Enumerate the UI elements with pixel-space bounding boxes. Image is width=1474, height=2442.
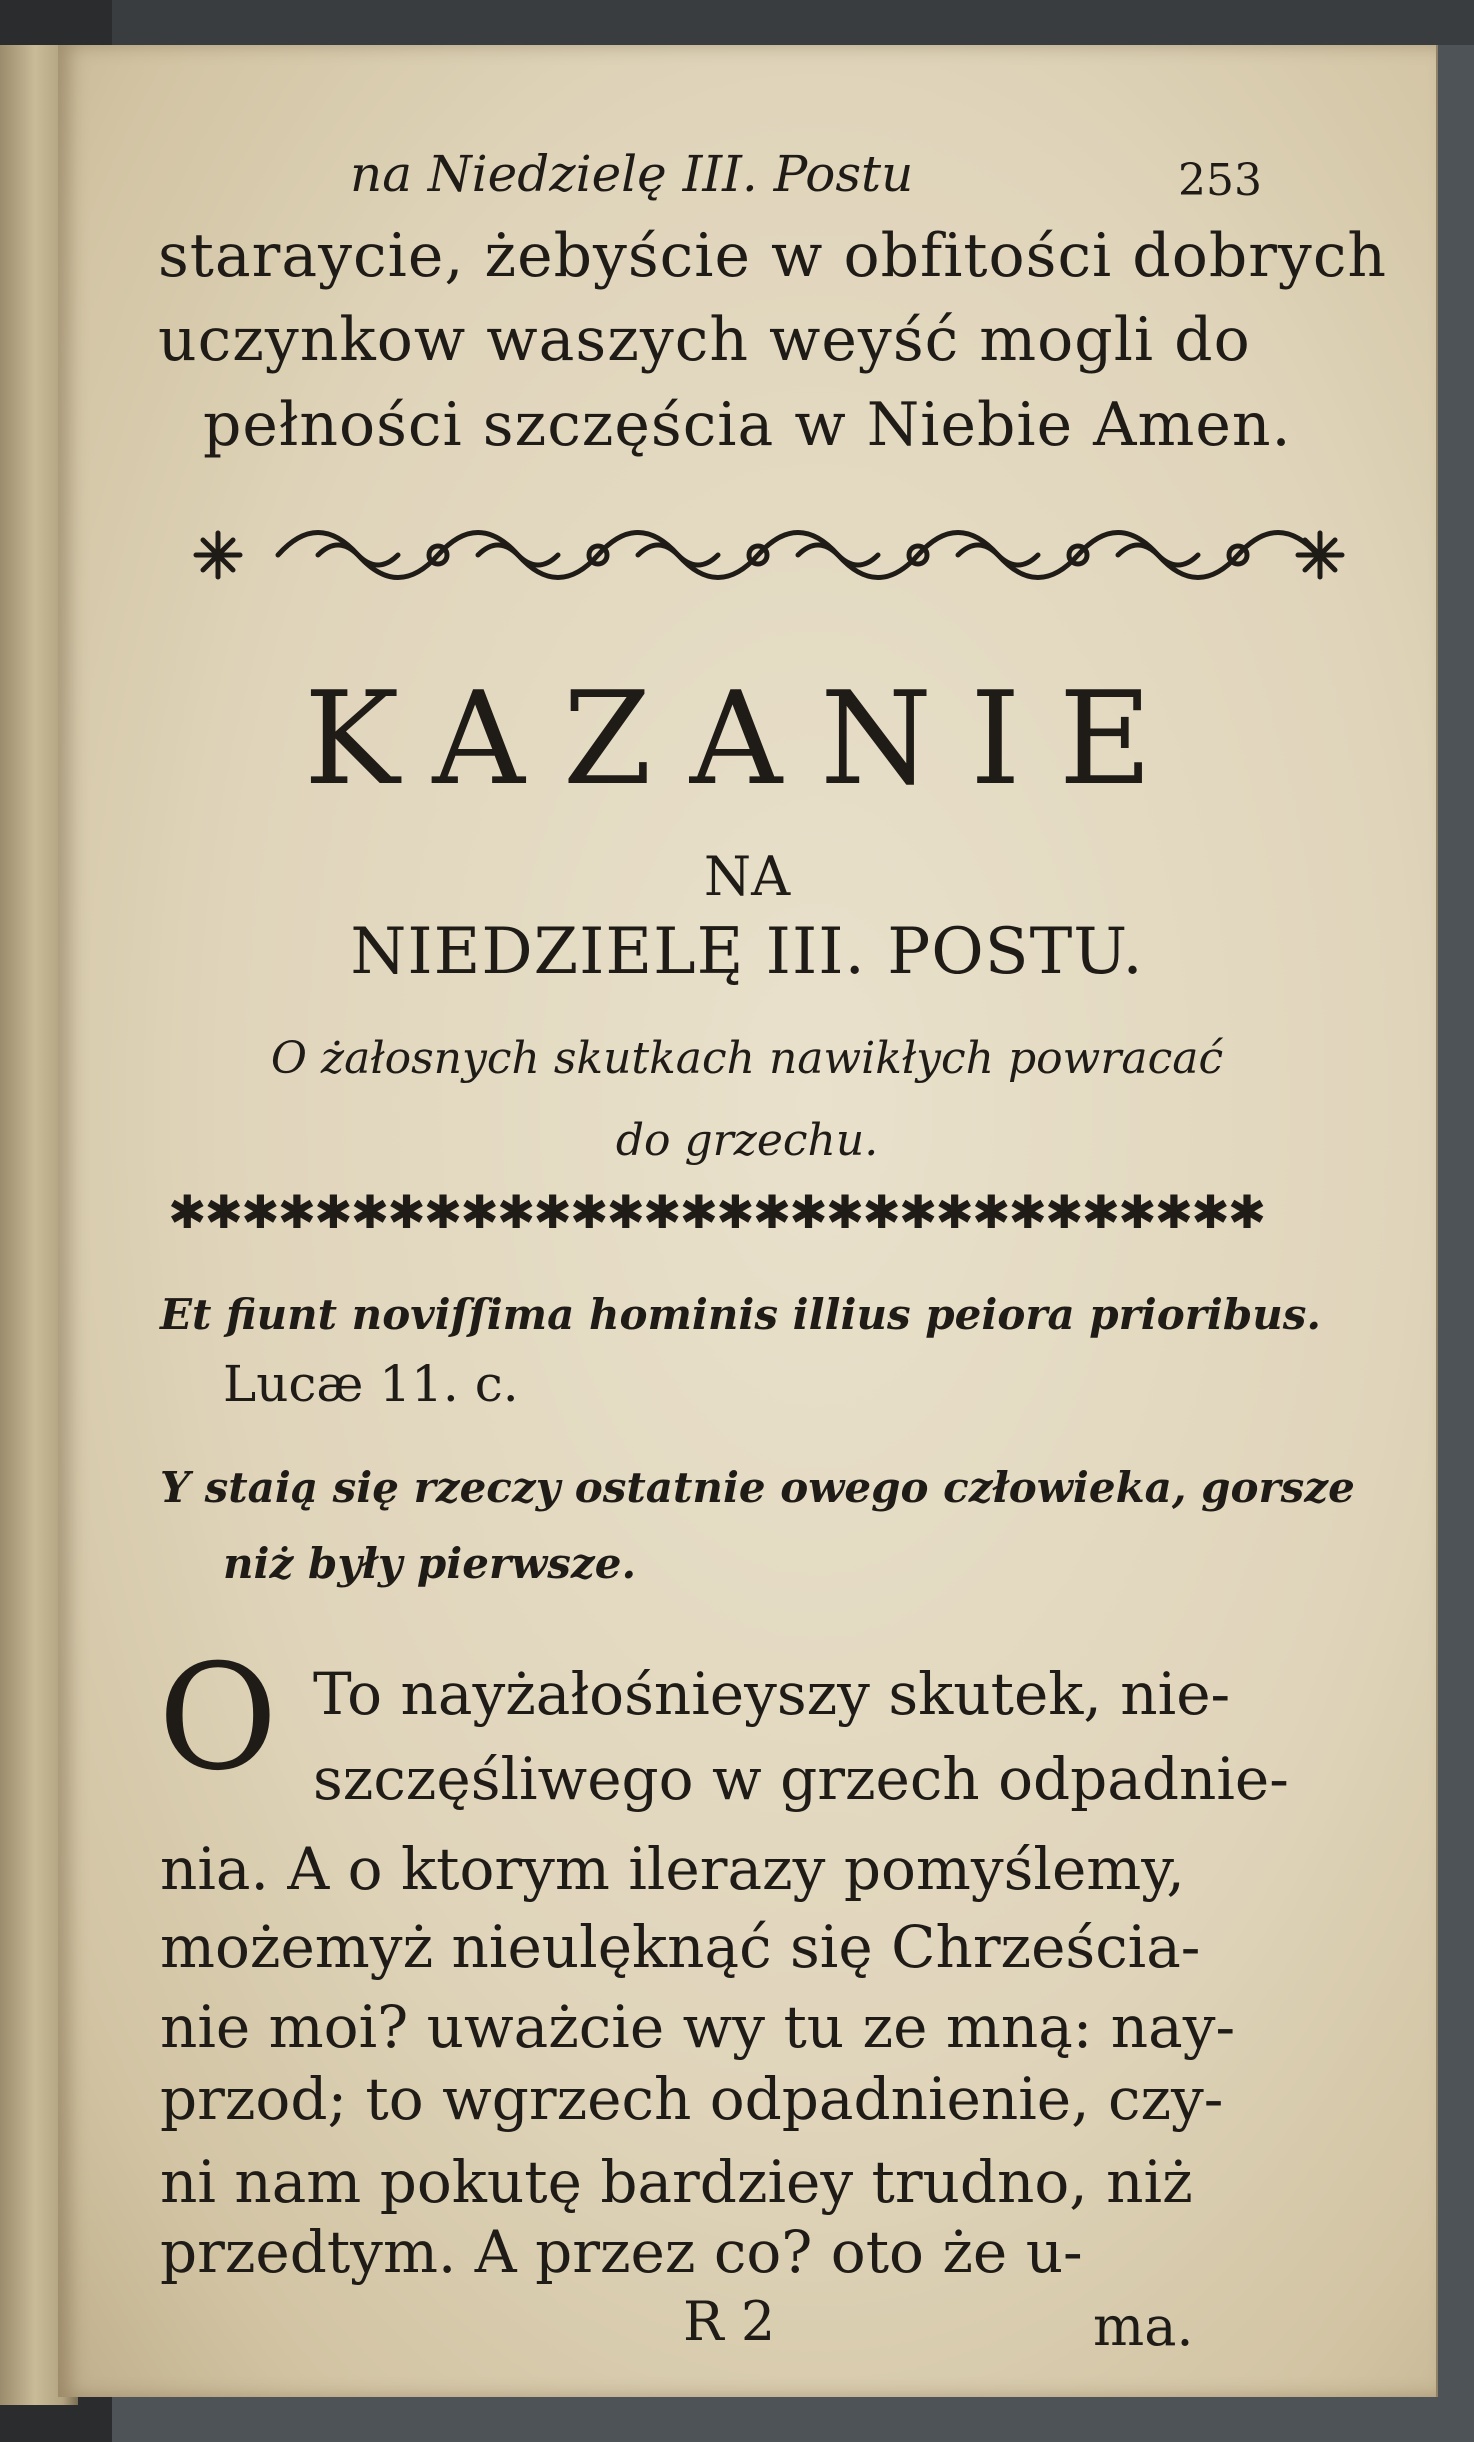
page-number: 253 — [1178, 155, 1262, 206]
scan-top-border — [0, 0, 1474, 45]
epigraph-latin-line-1: Et fiunt noviſſima hominis illius peiora prioribus. — [160, 1290, 1322, 1339]
body-line-7: ni nam pokutę bardziey trudno, niż — [160, 2148, 1193, 2216]
drop-capital: O — [158, 1633, 278, 1803]
body-line-8: przedtym. A przez co? oto że u- — [160, 2218, 1083, 2286]
body-line-5: nie moi? uważcie wy tu ze mną: nay- — [160, 1993, 1236, 2061]
decorative-ornament-band — [178, 500, 1358, 610]
body-line-1: To nayżałośnieyszy skutek, nie- — [313, 1660, 1231, 1728]
body-line-3: nia. A o ktorym ilerazy pomyślemy, — [160, 1835, 1185, 1903]
body-line-6: przod; to wgrzech odpadnienie, czy- — [160, 2065, 1224, 2133]
body-line-4: możemyż nieulęknąć się Chrześcia- — [160, 1913, 1201, 1981]
body-line-2: szczęśliwego w grzech odpadnie- — [313, 1745, 1289, 1813]
sermon-theme-line-2: do grzechu. — [615, 1115, 879, 1166]
asterisk-divider: ✱✱✱✱✱✱✱✱✱✱✱✱✱✱✱✱✱✱✱✱✱✱✱✱✱✱✱✱✱✱ — [168, 1185, 1265, 1239]
catchword: ma. — [1093, 2295, 1194, 2358]
epigraph-polish-line-1: Y staią się rzeczy ostatnie owego człowieka, gorsze — [160, 1463, 1355, 1512]
sermon-na: NA — [703, 845, 791, 908]
signature-mark: R 2 — [683, 2290, 776, 2353]
book-page — [58, 45, 1438, 2397]
preceding-line-3: pełności szczęścia w Niebie Amen. — [203, 390, 1292, 460]
sermon-title: KAZANIE — [303, 665, 1191, 814]
running-title: na Niedzielę III. Postu — [350, 145, 914, 203]
sermon-theme-line-1: O żałosnych skutkach nawikłych powracać — [270, 1033, 1224, 1084]
preceding-line-1: staraycie, żebyście w obfitości dobrych — [158, 221, 1388, 291]
epigraph-polish-line-2: niż były pierwsze. — [223, 1539, 637, 1588]
sermon-subtitle: NIEDZIELĘ III. POSTU. — [350, 915, 1144, 989]
preceding-line-2: uczynkow waszych weyść mogli do — [158, 305, 1251, 375]
epigraph-latin-reference: Lucæ 11. c. — [223, 1355, 519, 1413]
